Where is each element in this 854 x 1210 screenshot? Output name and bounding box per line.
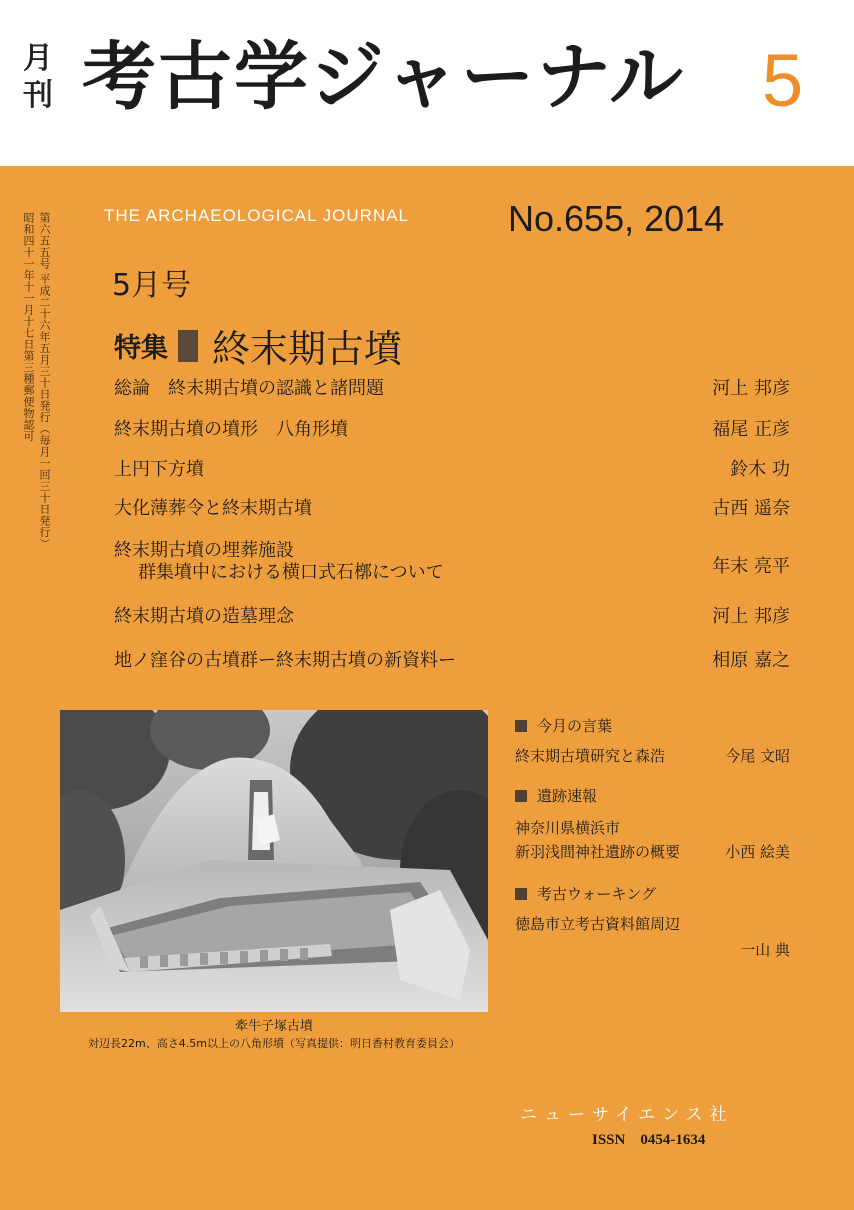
- toc-author: 河上 邦彦: [712, 378, 790, 399]
- sidebar-section: [515, 716, 790, 768]
- caption-title: 牽牛子塚古墳: [234, 1019, 313, 1034]
- square-marker-icon: [178, 330, 198, 362]
- toc-title: 終末期古墳の埋葬施設 群集墳中における横口式石槨について: [114, 540, 444, 583]
- sidebar-heading: 遺跡速報: [515, 786, 790, 806]
- issn-number: ISSN 0454-1634: [592, 1132, 706, 1148]
- sidebar-section: 考古ウォーキング 徳島市立考古資料館周辺 一山 典: [515, 885, 790, 959]
- toc-title: 地ノ窪谷の古墳群ー終末期古墳の新資料ー: [114, 650, 456, 671]
- month-label: 5月号: [112, 268, 192, 303]
- issue-info: No.655, 2014: [508, 198, 725, 239]
- english-title: THE ARCHAEOLOGICAL JOURNAL: [104, 206, 409, 225]
- monthly-label: 月 刊: [23, 41, 53, 113]
- toc-author: 年末 亮平: [712, 556, 790, 577]
- toc-title: 総論 終末期古墳の認識と諸問題: [114, 378, 384, 399]
- toc-title: 終末期古墳の造墓理念: [114, 606, 294, 627]
- publisher-name: ニューサイエンス社: [520, 1105, 734, 1125]
- special-feature: [114, 318, 402, 373]
- special-title: 終末期古墳: [212, 327, 403, 371]
- square-marker-icon: [515, 888, 527, 900]
- sidebar-heading: 考古ウォーキング: [515, 884, 790, 904]
- sidebar-entry[interactable]: 徳島市立考古資料館周辺: [515, 915, 681, 933]
- photo-caption: [60, 1018, 488, 1052]
- square-marker-icon: [515, 790, 527, 802]
- issue-number: 5: [762, 39, 804, 122]
- square-marker-icon: [515, 720, 527, 732]
- toc-author: 鈴木 功: [730, 459, 790, 480]
- toc-title: 上円下方墳: [114, 459, 204, 480]
- cover-photo: [60, 710, 488, 1012]
- sidebar-entry[interactable]: 新羽浅間神社遺跡の概要 小西 絵美: [515, 843, 790, 861]
- sidebar-section: [515, 786, 790, 864]
- special-label: 特集: [114, 333, 168, 364]
- toc-subtitle: 群集墳中における横口式石槨について: [138, 562, 444, 583]
- masthead: [0, 0, 854, 166]
- sidebar-heading: 今月の言葉: [515, 716, 790, 736]
- sidebar-entry[interactable]: 終末期古墳研究と森浩 今尾 文昭: [515, 747, 790, 765]
- caption-detail: 対辺長22m、高さ4.5m以上の八角形墳（写真提供：明日香村教育委員会）: [88, 1037, 460, 1050]
- tomb-excavation-photo: [60, 710, 488, 1012]
- toc-author: 相原 嘉之: [712, 650, 790, 671]
- toc-author: 古西 遥奈: [712, 498, 790, 519]
- sidebar-entry[interactable]: 神奈川県横浜市: [515, 819, 621, 837]
- magazine-title: 考古学ジャーナル: [82, 34, 685, 120]
- toc-item[interactable]: [114, 540, 790, 586]
- spine-text-2: 昭和四十一年十一月十七日第三種郵便物認可: [22, 212, 35, 442]
- spine-text-1: 第六五五号 平成二十六年五月三十日発行（毎月一回三十日発行）: [38, 212, 51, 550]
- toc-title: 大化薄葬令と終末期古墳: [114, 498, 312, 519]
- toc-author: 福尾 正彦: [712, 419, 790, 440]
- toc-title: 終末期古墳の墳形 八角形墳: [114, 419, 348, 440]
- toc-author: 河上 邦彦: [712, 606, 790, 627]
